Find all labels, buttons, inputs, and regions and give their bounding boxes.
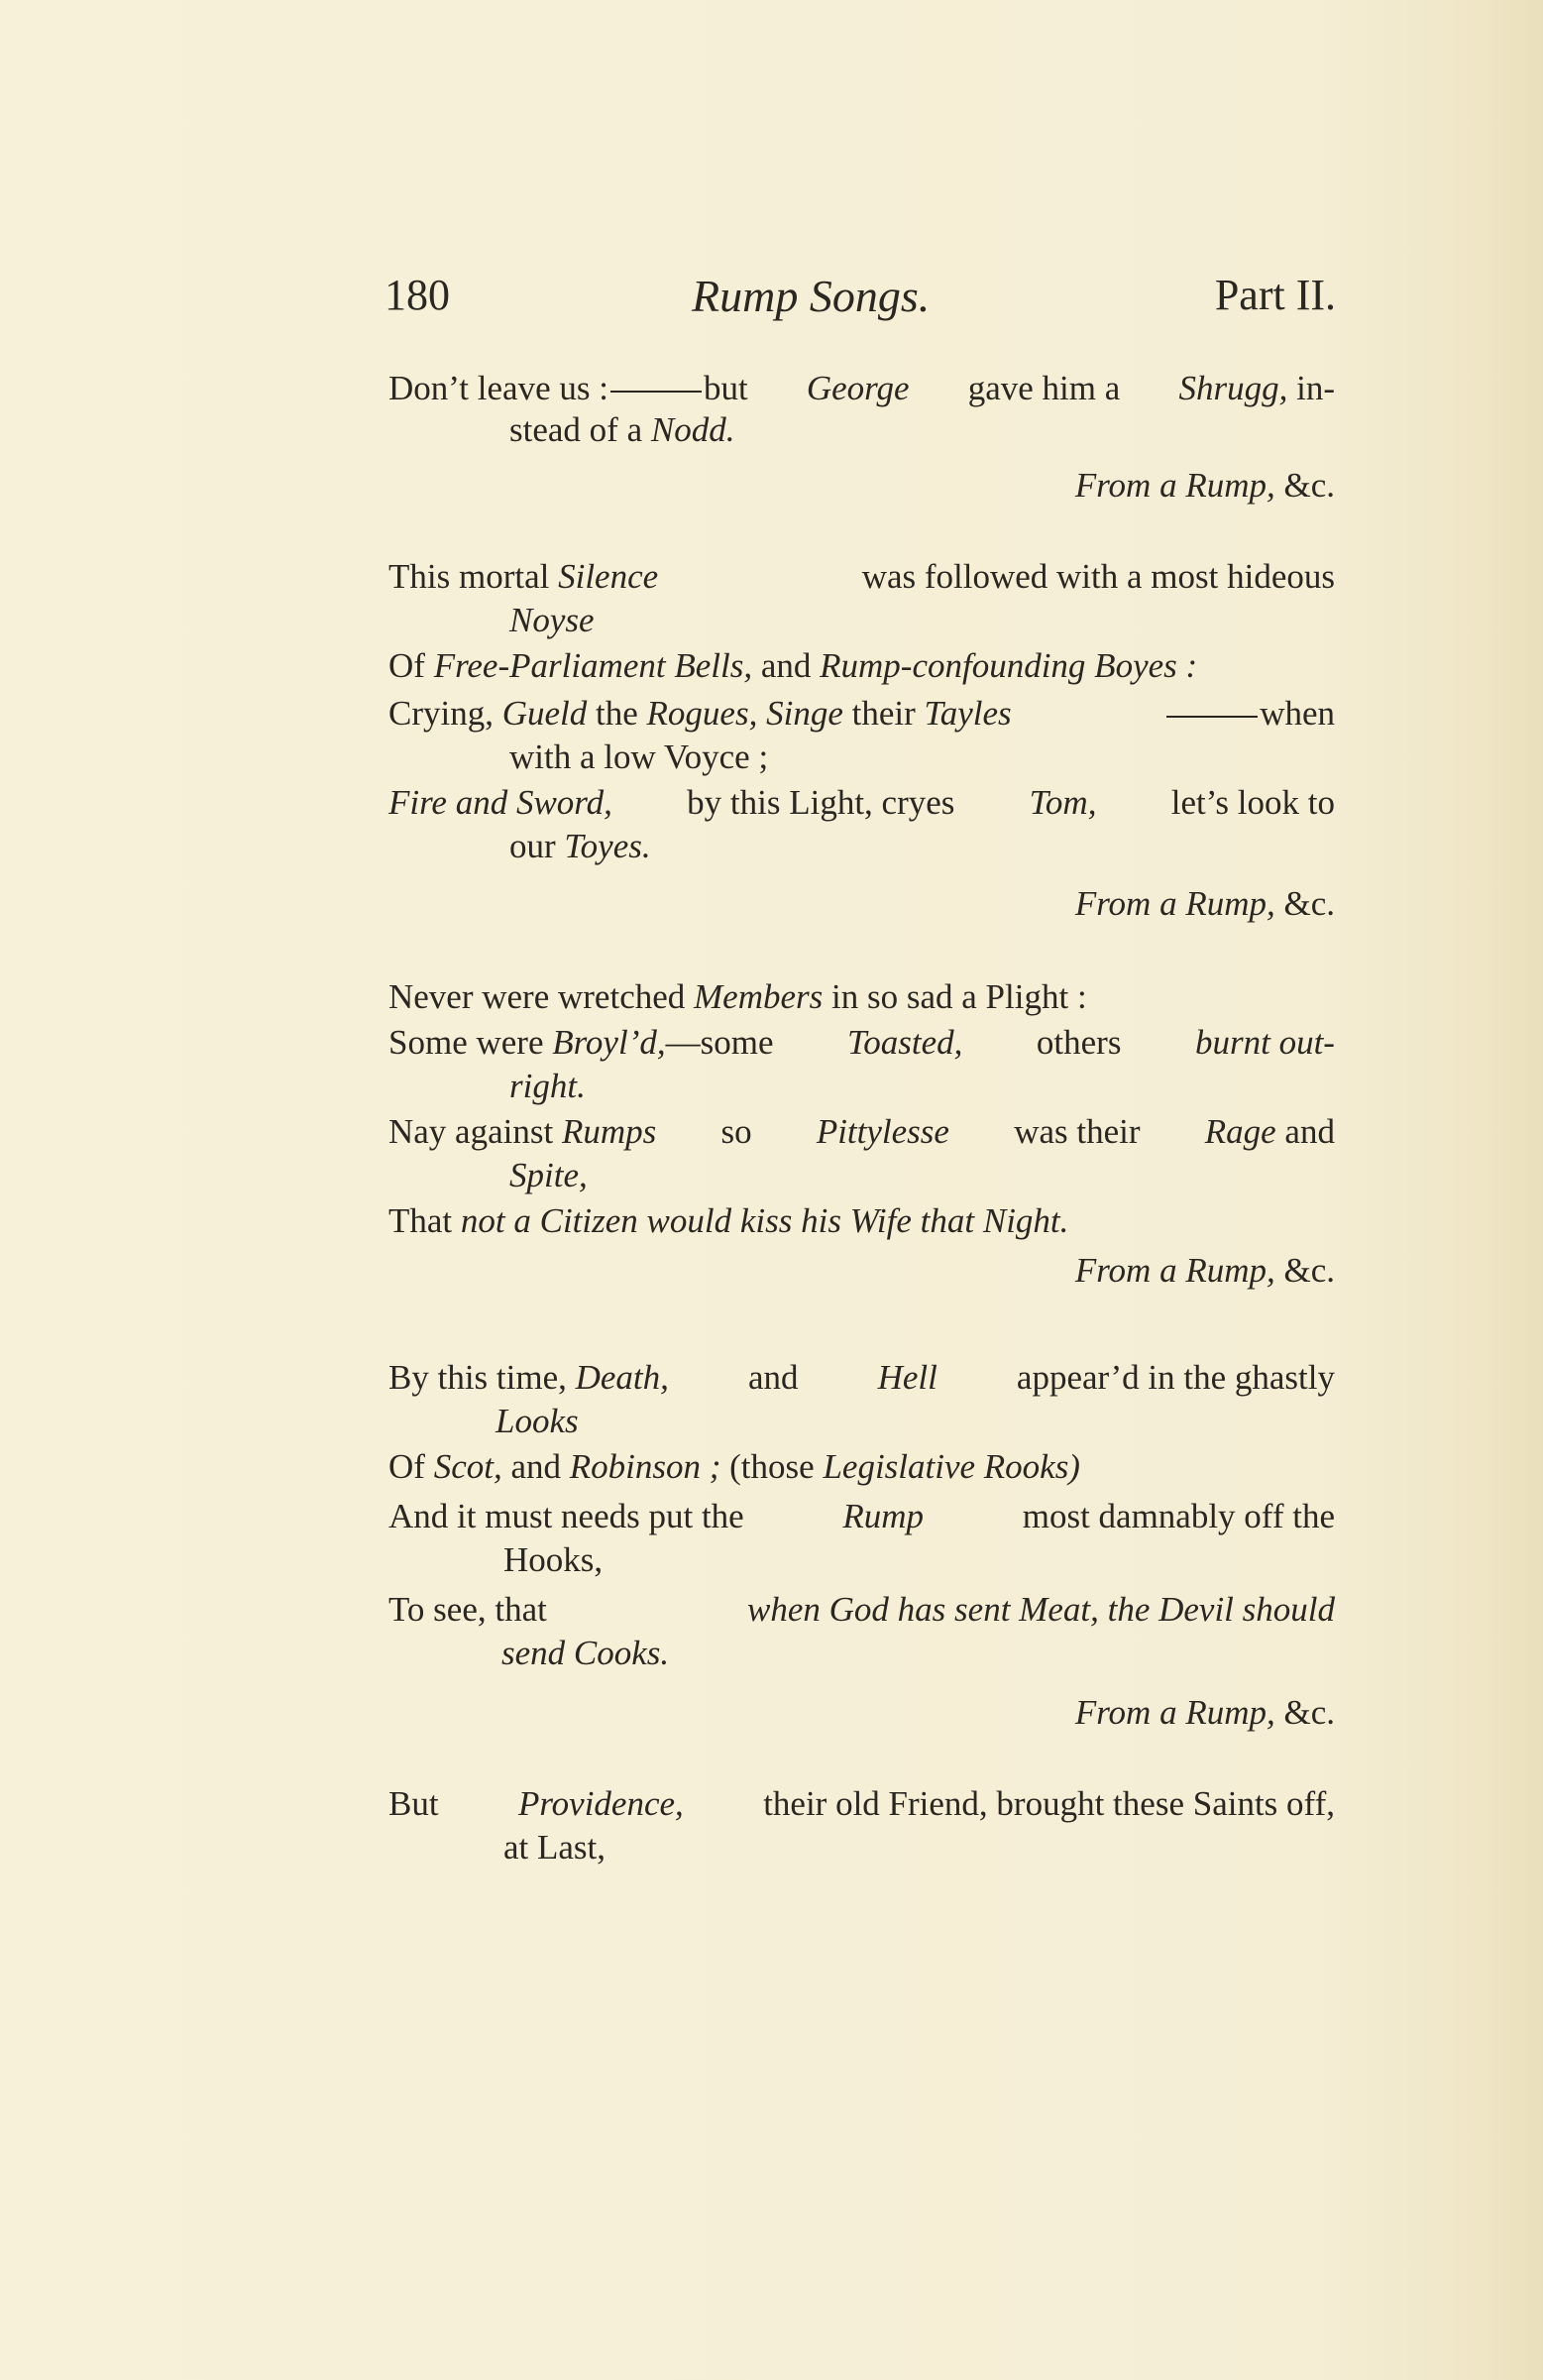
- verse-line: That not a Citizen would kiss his Wife that Night.: [388, 1201, 1069, 1240]
- verse-line: But Providence, their old Friend, brought these Saints off,: [388, 1784, 1335, 1823]
- em-rule: [1166, 716, 1258, 718]
- refrain: From a Rump, &c.: [1074, 466, 1335, 505]
- em-rule: [610, 391, 702, 393]
- verse-line: with a low Voyce ;: [509, 737, 769, 776]
- running-title: Rump Songs.: [692, 271, 931, 321]
- verse-line: Never were wretched Members in so sad a Plight :: [388, 977, 1087, 1016]
- verse-line: Some were Broyl’d,—some Toasted, others burnt out-: [388, 1023, 1335, 1062]
- refrain: From a Rump, &c.: [1074, 884, 1335, 923]
- running-header: [385, 270, 1336, 339]
- verse-line: Of Free-Parliament Bells, and Rump-confounding Boyes :: [388, 646, 1198, 685]
- verse-line: our Toyes.: [509, 827, 651, 865]
- verse-line: right.: [509, 1067, 586, 1105]
- verse-line: Nay against Rumps so Pittylesse was their Rage and: [388, 1112, 1335, 1151]
- verse-line: send Cooks.: [501, 1634, 670, 1672]
- refrain: From a Rump, &c.: [1074, 1693, 1335, 1732]
- verse-line: By this time, Death, and Hell appear’d in the ghastly: [388, 1358, 1335, 1397]
- verse-line: Of Scot, and Robinson ; (those Legislative Rooks): [388, 1447, 1080, 1486]
- verse-line: Looks: [496, 1402, 579, 1440]
- verse-line: Hooks,: [503, 1540, 604, 1579]
- verse-line: Spite,: [509, 1156, 588, 1194]
- page-number: 180: [385, 271, 450, 319]
- verse-line: at Last,: [503, 1828, 606, 1867]
- part-label: Part II.: [1214, 271, 1336, 319]
- verse-line: stead of a Nodd.: [509, 410, 735, 449]
- verse-line: Crying, Gueld the Rogues, Singe their Tayles when: [388, 694, 1335, 733]
- verse-line: To see, that when God has sent Meat, the Devil should: [388, 1590, 1335, 1629]
- verse-line: Noyse: [509, 601, 595, 639]
- verse-line: This mortal Silence was followed with a most hideous: [388, 557, 1335, 596]
- verse-line: And it must needs put the Rump most damnably off the: [388, 1497, 1335, 1535]
- verse-line: Fire and Sword, by this Light, cryes Tom, let’s look to: [388, 783, 1335, 822]
- verse-line: Don’t leave us : but George gave him a Shrugg, in-: [388, 369, 1335, 407]
- refrain: From a Rump, &c.: [1074, 1251, 1335, 1290]
